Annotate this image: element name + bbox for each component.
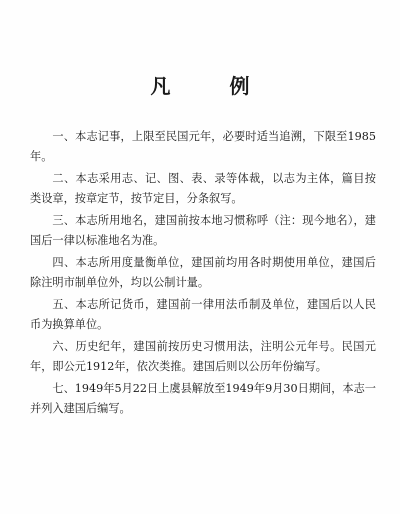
paragraph-4: 四、本志所用度量衡单位，建国前均用各时期使用单位，建国后除注明市制单位外，均以公制计量。 <box>30 256 376 289</box>
paragraph-3: 三、本志所用地名，建国前按本地习惯称呼（注：现今地名），建国后一律以标准地名为准。 <box>30 214 376 247</box>
paragraph-6: 六、历史纪年，建国前按历史习惯用法，注明公元年号。民国元年，即公元1912年，依次类推。建国后则以公历年份编写。 <box>30 340 376 373</box>
document-body <box>30 127 376 421</box>
paragraph-2: 二、本志采用志、记、图、表、录等体裁，以志为主体，篇目按类设章，按章定节，按节定目，分条叙写。 <box>30 172 376 205</box>
page-title: 凡 例 <box>150 74 276 98</box>
paragraph-5: 五、本志所记货币，建国前一律用法币制及单位，建国后以人民币为换算单位。 <box>30 298 376 331</box>
paragraph-7: 七、1949年5月22日上虞县解放至1949年9月30日期间，本志一并列入建国后编写。 <box>30 382 376 415</box>
paragraph-1: 一、本志记事，上限至民国元年，必要时适当追溯，下限至1985年。 <box>30 130 376 163</box>
